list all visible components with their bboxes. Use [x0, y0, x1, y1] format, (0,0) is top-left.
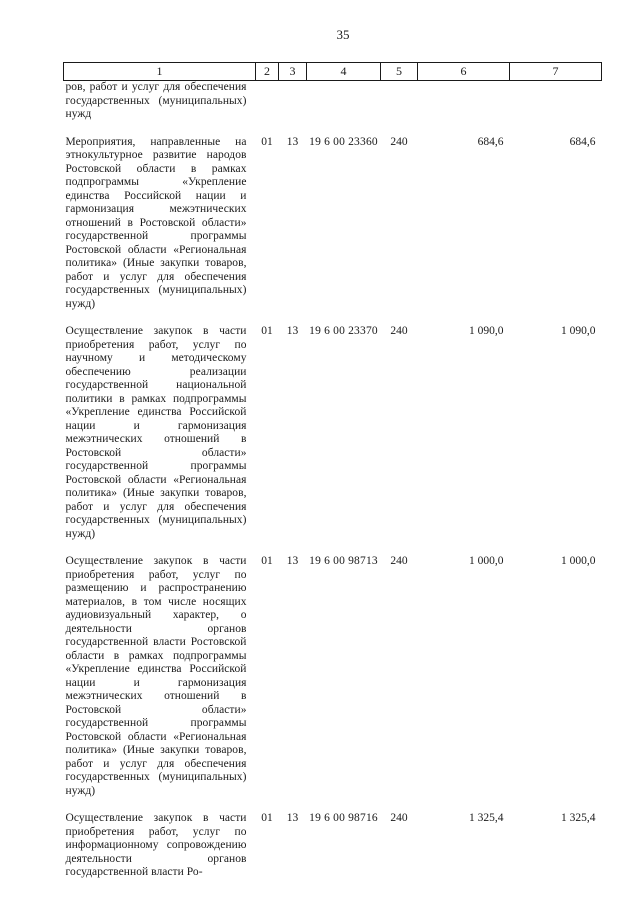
- row-expense-type: 240: [390, 812, 408, 824]
- row-target: 19 6 00 23360: [309, 135, 378, 148]
- row-section: 01: [261, 812, 273, 824]
- row-subsection: 13: [286, 555, 299, 567]
- table-row: [64, 541, 602, 798]
- row-name: Осуществление закупок в части приобретения работ, услуг по научному и методическому обеспечению реализации государственной национальной политики в рамках подпрограммы «Укрепление единства Российской нации и гармонизация межэтнических отношений в Ростовской области» государственной программы Ростовской области «Региональная политика» (Иные закупки товаров, работ и услуг для обеспечения государственных (муниципальных) нужд): [65, 325, 247, 540]
- row-amount-2: 1 090,0: [561, 325, 596, 337]
- row-subsection: [279, 81, 307, 122]
- row-amount-1: [418, 81, 510, 122]
- table-row: [64, 798, 602, 880]
- column-header-6: 6: [418, 63, 510, 81]
- row-amount-2: [510, 81, 602, 122]
- column-header-2: 2: [256, 63, 279, 81]
- column-header-3: 3: [279, 63, 307, 81]
- row-expense-type: 240: [390, 135, 408, 148]
- row-subsection: 13: [286, 325, 299, 337]
- row-amount-1: 1 325,4: [469, 812, 504, 824]
- table-body: [64, 81, 602, 880]
- column-header-5: 5: [381, 63, 418, 81]
- page-number: 35: [336, 27, 350, 42]
- row-section: [256, 81, 279, 122]
- table-header: [64, 63, 602, 81]
- row-expense-type: 240: [390, 325, 408, 337]
- row-amount-2: 684,6: [569, 135, 596, 148]
- row-amount-1: 1 000,0: [469, 555, 504, 567]
- column-header-1: 1: [64, 63, 256, 81]
- row-section: 01: [261, 555, 273, 567]
- table-row: [64, 311, 602, 541]
- row-section: 01: [261, 325, 273, 337]
- row-subsection: 13: [286, 812, 299, 824]
- row-expense-type: 240: [390, 555, 408, 567]
- row-target: 19 6 00 98716: [309, 812, 378, 824]
- row-section: 01: [261, 135, 273, 148]
- row-target: 19 6 00 98713: [309, 555, 378, 567]
- row-expense-type: [381, 81, 418, 122]
- row-name: Мероприятия, направленные на этнокультурное развитие народов Ростовской области в рамках подпрограммы «Укрепление единства Российской нации и гармонизация межэтнических отношений в Ростовской области» государственной программы Ростовской области «Региональная политика» (Иные закупки товаров, работ и услуг для обеспечения государственных (муниципальных) нужд): [65, 135, 247, 310]
- header-row: [64, 63, 602, 81]
- column-header-7: 7: [510, 63, 602, 81]
- row-name: ров, работ и услуг для обеспечения государственных (муниципальных) нужд: [65, 81, 247, 120]
- row-name: Осуществление закупок в части приобретения работ, услуг по информационному сопровождению деятельности органов государственной власти Ро-: [65, 812, 247, 878]
- row-amount-1: 1 090,0: [469, 325, 504, 337]
- table-row: [64, 122, 602, 312]
- row-name: Осуществление закупок в части приобретения работ, услуг по размещению и распространению материалов, в том числе носящих аудиовизуальный характер, о деятельности органов государственной власти Ростовской области в рамках подпрограммы «Укрепление единства Российской нации и гармонизация межэтнических отношений в Ростовской области» государственной программы Ростовской области «Региональная политика» (Иные закупки товаров, работ и услуг для обеспечения государственных (муниципальных) нужд): [65, 555, 247, 797]
- row-amount-1: 684,6: [477, 135, 504, 148]
- row-amount-2: 1 325,4: [561, 812, 596, 824]
- row-target: [307, 81, 381, 122]
- row-amount-2: 1 000,0: [561, 555, 596, 567]
- budget-table: [63, 62, 602, 880]
- table-row: [64, 81, 602, 122]
- row-subsection: 13: [286, 135, 299, 148]
- column-header-4: 4: [307, 63, 381, 81]
- row-target: 19 6 00 23370: [309, 325, 378, 337]
